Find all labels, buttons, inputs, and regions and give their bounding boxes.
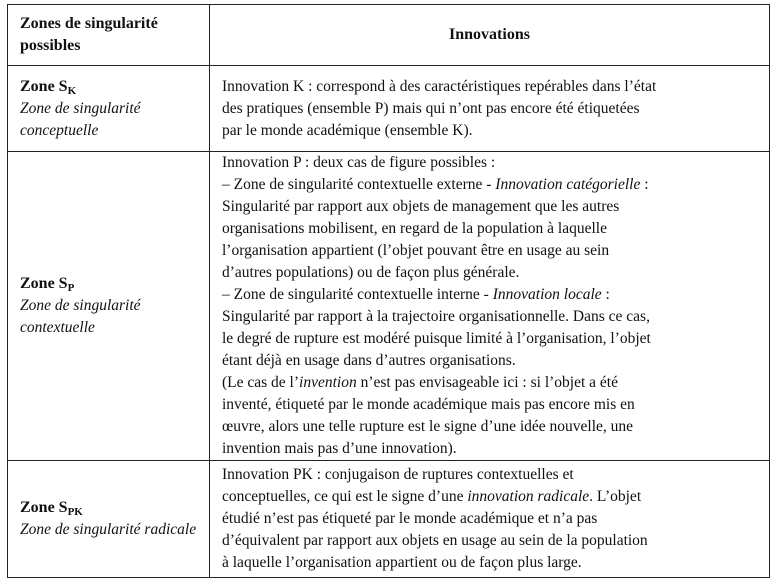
text-line: conceptuelles, ce qui est le signe d’une innovation radicale. L’objet bbox=[222, 488, 642, 505]
text-line: des pratiques (ensemble P) mais qui n’ont pas encore été étiquetées bbox=[222, 99, 640, 117]
zone-cell bbox=[8, 152, 210, 461]
innovation-cell bbox=[210, 461, 770, 578]
innovation-cell bbox=[210, 152, 770, 461]
table-row bbox=[8, 66, 770, 152]
text-line: – Zone de singularité contextuelle interne - Innovation locale : bbox=[222, 286, 610, 303]
zone-description: Zone de singularité conceptuelle bbox=[20, 99, 141, 139]
text-line: inventé, étiqueté par le monde académique mais pas encore mis en bbox=[222, 396, 635, 413]
zone-name: Zone $S_K$ bbox=[20, 77, 77, 97]
zone-name: Zone $S_{PK}$ bbox=[20, 499, 83, 518]
zone-description: Zone de singularité radicale bbox=[20, 521, 197, 538]
text-line: à laquelle l’organisation appartient ou de façon plus large. bbox=[222, 554, 582, 571]
text-line: invention mais pas d’une innovation). bbox=[222, 440, 457, 457]
text-line: – Zone de singularité contextuelle externe - Innovation catégorielle : bbox=[222, 176, 649, 193]
text-line: Innovation K : correspond à des caractéristiques repérables dans l’état bbox=[222, 77, 657, 95]
text-line: œuvre, alors une telle rupture est le signe d’une idée nouvelle, une bbox=[222, 418, 634, 435]
zone-cell bbox=[8, 461, 210, 578]
text-line: Singularité par rapport aux objets de management que les autres bbox=[222, 198, 620, 215]
text-line: étudié n’est pas étiqueté par le monde académique et n’a pas bbox=[222, 510, 598, 527]
text-line: l’organisation appartient (l’objet pouvant être en usage au sein bbox=[222, 242, 610, 259]
text-line: Innovation PK : conjugaison de ruptures contextuelles et bbox=[222, 466, 574, 483]
text-line: étant déjà en usage dans d’autres organisations. bbox=[222, 352, 516, 369]
text-line: organisations mobilisent, en regard de la population à laquelle bbox=[222, 220, 607, 237]
text-line: par le monde académique (ensemble K). bbox=[222, 121, 473, 139]
text-line: d’autres populations) ou de façon plus générale. bbox=[222, 264, 520, 281]
table-row bbox=[8, 461, 770, 578]
text-line: (Le cas de l’invention n’est pas envisageable ici : si l’objet a été bbox=[222, 374, 618, 391]
header-row bbox=[8, 5, 770, 66]
table-row bbox=[8, 152, 770, 461]
zone-description: Zone de singularité contextuelle bbox=[20, 297, 141, 336]
text-line: Innovation P : deux cas de figure possibles : bbox=[222, 154, 496, 171]
header-innovations: Innovations bbox=[210, 5, 770, 66]
zone-cell bbox=[8, 66, 210, 152]
innovation-table bbox=[7, 4, 770, 578]
header-zones: Zones de singularité possibles bbox=[8, 5, 210, 66]
text-line: le degré de rupture est modéré puisque limité à l’organisation, l’objet bbox=[222, 330, 651, 347]
zone-name: Zone $S_P$ bbox=[20, 275, 75, 294]
text-line: Singularité par rapport à la trajectoire organisationnelle. Dans ce cas, bbox=[222, 308, 650, 325]
innovation-cell bbox=[210, 66, 770, 152]
text-line: d’équivalent par rapport aux objets en usage au sein de la population bbox=[222, 532, 648, 549]
